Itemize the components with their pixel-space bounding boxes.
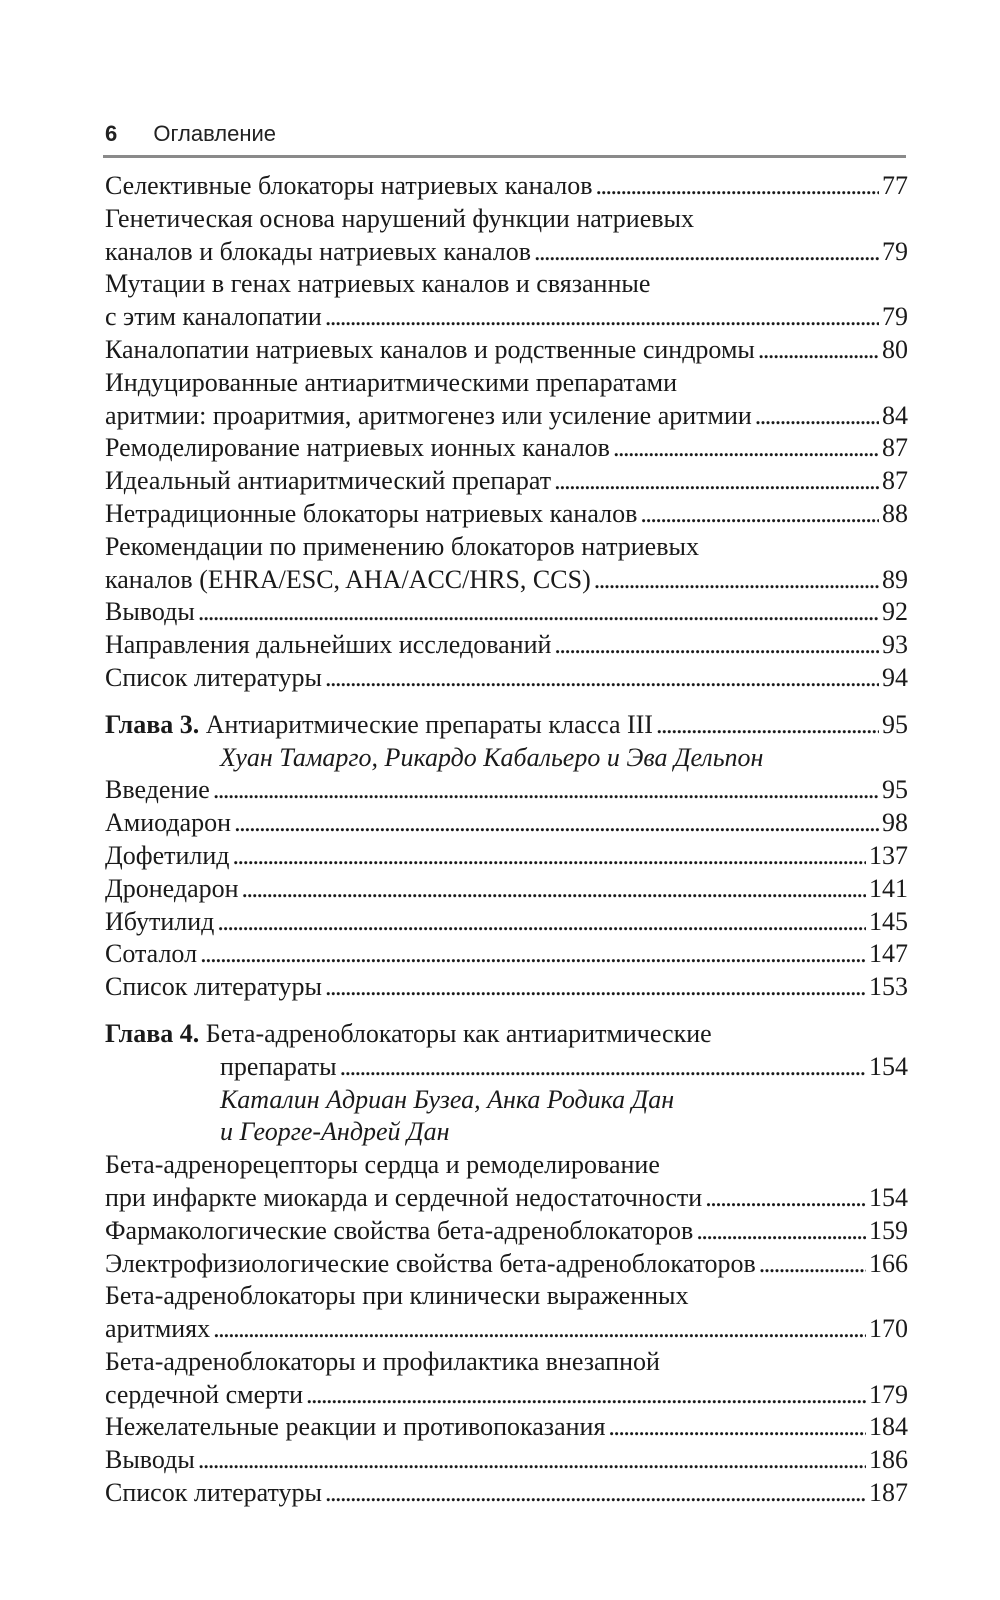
toc-entry-line[interactable] <box>105 1182 908 1215</box>
entry-title: Введение <box>105 775 210 805</box>
toc-chapter-line[interactable] <box>105 709 908 742</box>
page-number: 88 <box>882 498 908 528</box>
page-number: 187 <box>869 1478 908 1508</box>
entry-title: Мутации в генах натриевых каналов и связанные <box>105 269 651 299</box>
entry-title: Список литературы <box>105 1478 322 1508</box>
entry-title: Бета-адреноблокаторы и профилактика внезапной <box>105 1346 660 1376</box>
toc-entry-line[interactable] <box>105 334 908 367</box>
dot-leader <box>340 1051 866 1084</box>
page-number: 170 <box>869 1314 908 1344</box>
dot-leader <box>705 1182 866 1215</box>
page-number: 87 <box>882 466 908 496</box>
entry-title: Нежелательные реакции и противопоказания <box>105 1412 606 1442</box>
toc-entry-line[interactable] <box>105 531 908 564</box>
page-number: 154 <box>869 1051 908 1081</box>
dot-leader <box>759 1248 866 1281</box>
dot-leader <box>554 629 879 662</box>
toc-entry-line[interactable] <box>105 465 908 498</box>
entry-title: каналов и блокады натриевых каналов <box>105 236 532 266</box>
toc-entry-line[interactable] <box>105 1411 908 1444</box>
entry-title: Амиодарон <box>105 808 232 838</box>
entry-title: при инфаркте миокарда и сердечной недостаточности <box>105 1182 703 1212</box>
chapter-title: Антиаритмические препараты класса III <box>205 709 653 739</box>
entry-title: аритмии: проаритмия, аритмогенез или усиление аритмии <box>105 400 752 430</box>
toc-entry-line[interactable] <box>105 774 908 807</box>
toc-entry-line[interactable] <box>105 367 908 400</box>
entry-title: Список литературы <box>105 972 322 1002</box>
entry-title: Бета-адреноблокаторы при клинически выраженных <box>105 1281 689 1311</box>
toc-entry-line[interactable] <box>105 1477 908 1510</box>
page-number: 166 <box>869 1248 908 1278</box>
page-number: 77 <box>882 171 908 200</box>
page-number: 93 <box>882 630 908 660</box>
page-number: 79 <box>882 236 908 266</box>
dot-leader <box>325 662 879 695</box>
dot-leader <box>198 596 879 629</box>
toc-entry-line[interactable] <box>105 971 908 1004</box>
toc-entry-line[interactable] <box>105 498 908 531</box>
running-header <box>105 121 905 147</box>
dot-leader <box>613 432 879 465</box>
dot-leader <box>306 1379 866 1412</box>
page-number: 80 <box>882 334 908 364</box>
page-number: 141 <box>869 873 908 903</box>
toc-chapter-line[interactable] <box>105 1018 908 1051</box>
header-page-number: 6 <box>105 121 118 146</box>
page-number: 89 <box>882 564 908 594</box>
entry-title: Индуцированные антиаритмическими препаратами <box>105 367 678 397</box>
toc-entry-line[interactable] <box>105 236 908 269</box>
toc-entry-line[interactable] <box>105 400 908 433</box>
entry-title: Выводы <box>105 597 195 627</box>
entry-title: Дофетилид <box>105 840 230 870</box>
chapter-spacer <box>105 1004 908 1018</box>
toc-entry-line[interactable] <box>105 596 908 629</box>
page-number: 145 <box>869 906 908 936</box>
page-number: 179 <box>869 1379 908 1409</box>
dot-leader <box>608 1411 866 1444</box>
entry-title: Фармакологические свойства бета-адреноблокаторов <box>105 1215 694 1245</box>
page-number: 153 <box>869 972 908 1002</box>
toc-entry-line[interactable] <box>105 1149 908 1182</box>
toc-entry-line[interactable] <box>105 1379 908 1412</box>
toc-entry-line[interactable] <box>105 268 908 301</box>
entry-title: Бета-адренорецепторы сердца и ремоделирование <box>105 1150 660 1180</box>
entry-title: Селективные блокаторы натриевых каналов <box>105 171 593 200</box>
dot-leader <box>325 301 879 334</box>
toc-entry-line[interactable] <box>105 1280 908 1313</box>
dot-leader <box>234 807 879 840</box>
chapter-authors: Каталин Адриан Бузеа, Анка Родика Дан <box>220 1084 675 1114</box>
entry-title: каналов (EHRA/ESC, AHA/ACC/HRS, CCS) <box>105 564 591 594</box>
toc-entry-line[interactable] <box>105 1346 908 1379</box>
dot-leader <box>325 1477 866 1510</box>
toc-entry-line[interactable] <box>105 1444 908 1477</box>
entry-title: Рекомендации по применению блокаторов натриевых <box>105 531 699 561</box>
dot-leader <box>213 1313 866 1346</box>
entry-title: аритмиях <box>105 1314 211 1344</box>
entry-title: Соталол <box>105 939 198 969</box>
page-number: 98 <box>882 808 908 838</box>
entry-title: Список литературы <box>105 662 322 692</box>
chapter-label: Глава 3. <box>105 709 200 739</box>
dot-leader <box>640 498 879 531</box>
dot-leader <box>656 709 879 742</box>
toc-entry-line[interactable] <box>105 840 908 873</box>
dot-leader <box>554 465 879 498</box>
page-number: 184 <box>869 1412 908 1442</box>
dot-leader <box>534 236 879 269</box>
dot-leader <box>217 906 866 939</box>
dot-leader <box>696 1215 866 1248</box>
chapter-label: Глава 4. <box>105 1018 200 1048</box>
chapter-title: Бета-адреноблокаторы как антиаритмические <box>205 1018 712 1048</box>
toc-entry-line[interactable] <box>105 170 908 203</box>
entry-title: с этим каналопатии <box>105 302 322 332</box>
dot-leader <box>233 840 866 873</box>
toc-entry-line[interactable] <box>105 662 908 695</box>
toc-entry-line[interactable] <box>105 906 908 939</box>
page-number: 159 <box>869 1215 908 1245</box>
entry-title: Направления дальнейших исследований <box>105 630 552 660</box>
toc-entry-line[interactable] <box>105 564 908 597</box>
dot-leader <box>242 873 866 906</box>
dot-leader <box>755 400 879 433</box>
toc-entry-line[interactable] <box>105 203 908 236</box>
dot-leader <box>200 938 866 971</box>
chapter-authors: и Георге-Андрей Дан <box>220 1117 450 1147</box>
page-number: 95 <box>882 775 908 805</box>
chapter-authors: Хуан Тамарго, Рикардо Кабальеро и Эва Дельпон <box>220 742 764 772</box>
page-number: 147 <box>869 939 908 969</box>
toc-entry-line[interactable] <box>105 629 908 662</box>
page-number: 95 <box>882 709 908 739</box>
dot-leader <box>596 170 880 203</box>
toc-entry-line[interactable] <box>105 938 908 971</box>
page-number: 137 <box>869 840 908 870</box>
toc-entry-line[interactable] <box>105 301 908 334</box>
header-rule <box>103 155 906 158</box>
entry-title: Каналопатии натриевых каналов и родственные синдромы <box>105 334 755 364</box>
page-number: 79 <box>882 302 908 332</box>
entry-title: Дронедарон <box>105 873 239 903</box>
toc-entry-line[interactable] <box>105 1248 908 1281</box>
dot-leader <box>594 564 879 597</box>
page-number: 186 <box>869 1445 908 1475</box>
toc-entry-line[interactable] <box>105 1215 908 1248</box>
toc-entry-line[interactable] <box>105 432 908 465</box>
entry-title: Ибутилид <box>105 906 215 936</box>
toc-entry-line[interactable] <box>105 1313 908 1346</box>
entry-title: Ремоделирование натриевых ионных каналов <box>105 433 610 463</box>
toc-entry-line[interactable] <box>105 873 908 906</box>
chapter-title: препараты <box>220 1051 337 1081</box>
dot-leader <box>213 774 879 807</box>
entry-title: Нетрадиционные блокаторы натриевых каналов <box>105 498 638 528</box>
dot-leader <box>198 1444 866 1477</box>
entry-title: Электрофизиологические свойства бета-адреноблокаторов <box>105 1248 756 1278</box>
entry-title: сердечной смерти <box>105 1379 304 1409</box>
table-of-contents <box>105 170 908 1510</box>
entry-title: Идеальный антиаритмический препарат <box>105 466 552 496</box>
dot-leader <box>758 334 879 367</box>
page-number: 84 <box>882 400 908 430</box>
entry-title: Генетическая основа нарушений функции натриевых <box>105 203 694 233</box>
page-number: 154 <box>869 1182 908 1212</box>
entry-title: Выводы <box>105 1445 195 1475</box>
toc-chapter-line[interactable] <box>105 1051 908 1084</box>
page-number: 94 <box>882 662 908 692</box>
header-title: Оглавление <box>153 121 277 146</box>
page-number: 87 <box>882 433 908 463</box>
page-number: 92 <box>882 597 908 627</box>
toc-entry-line[interactable] <box>105 807 908 840</box>
chapter-spacer <box>105 695 908 709</box>
dot-leader <box>325 971 866 1004</box>
